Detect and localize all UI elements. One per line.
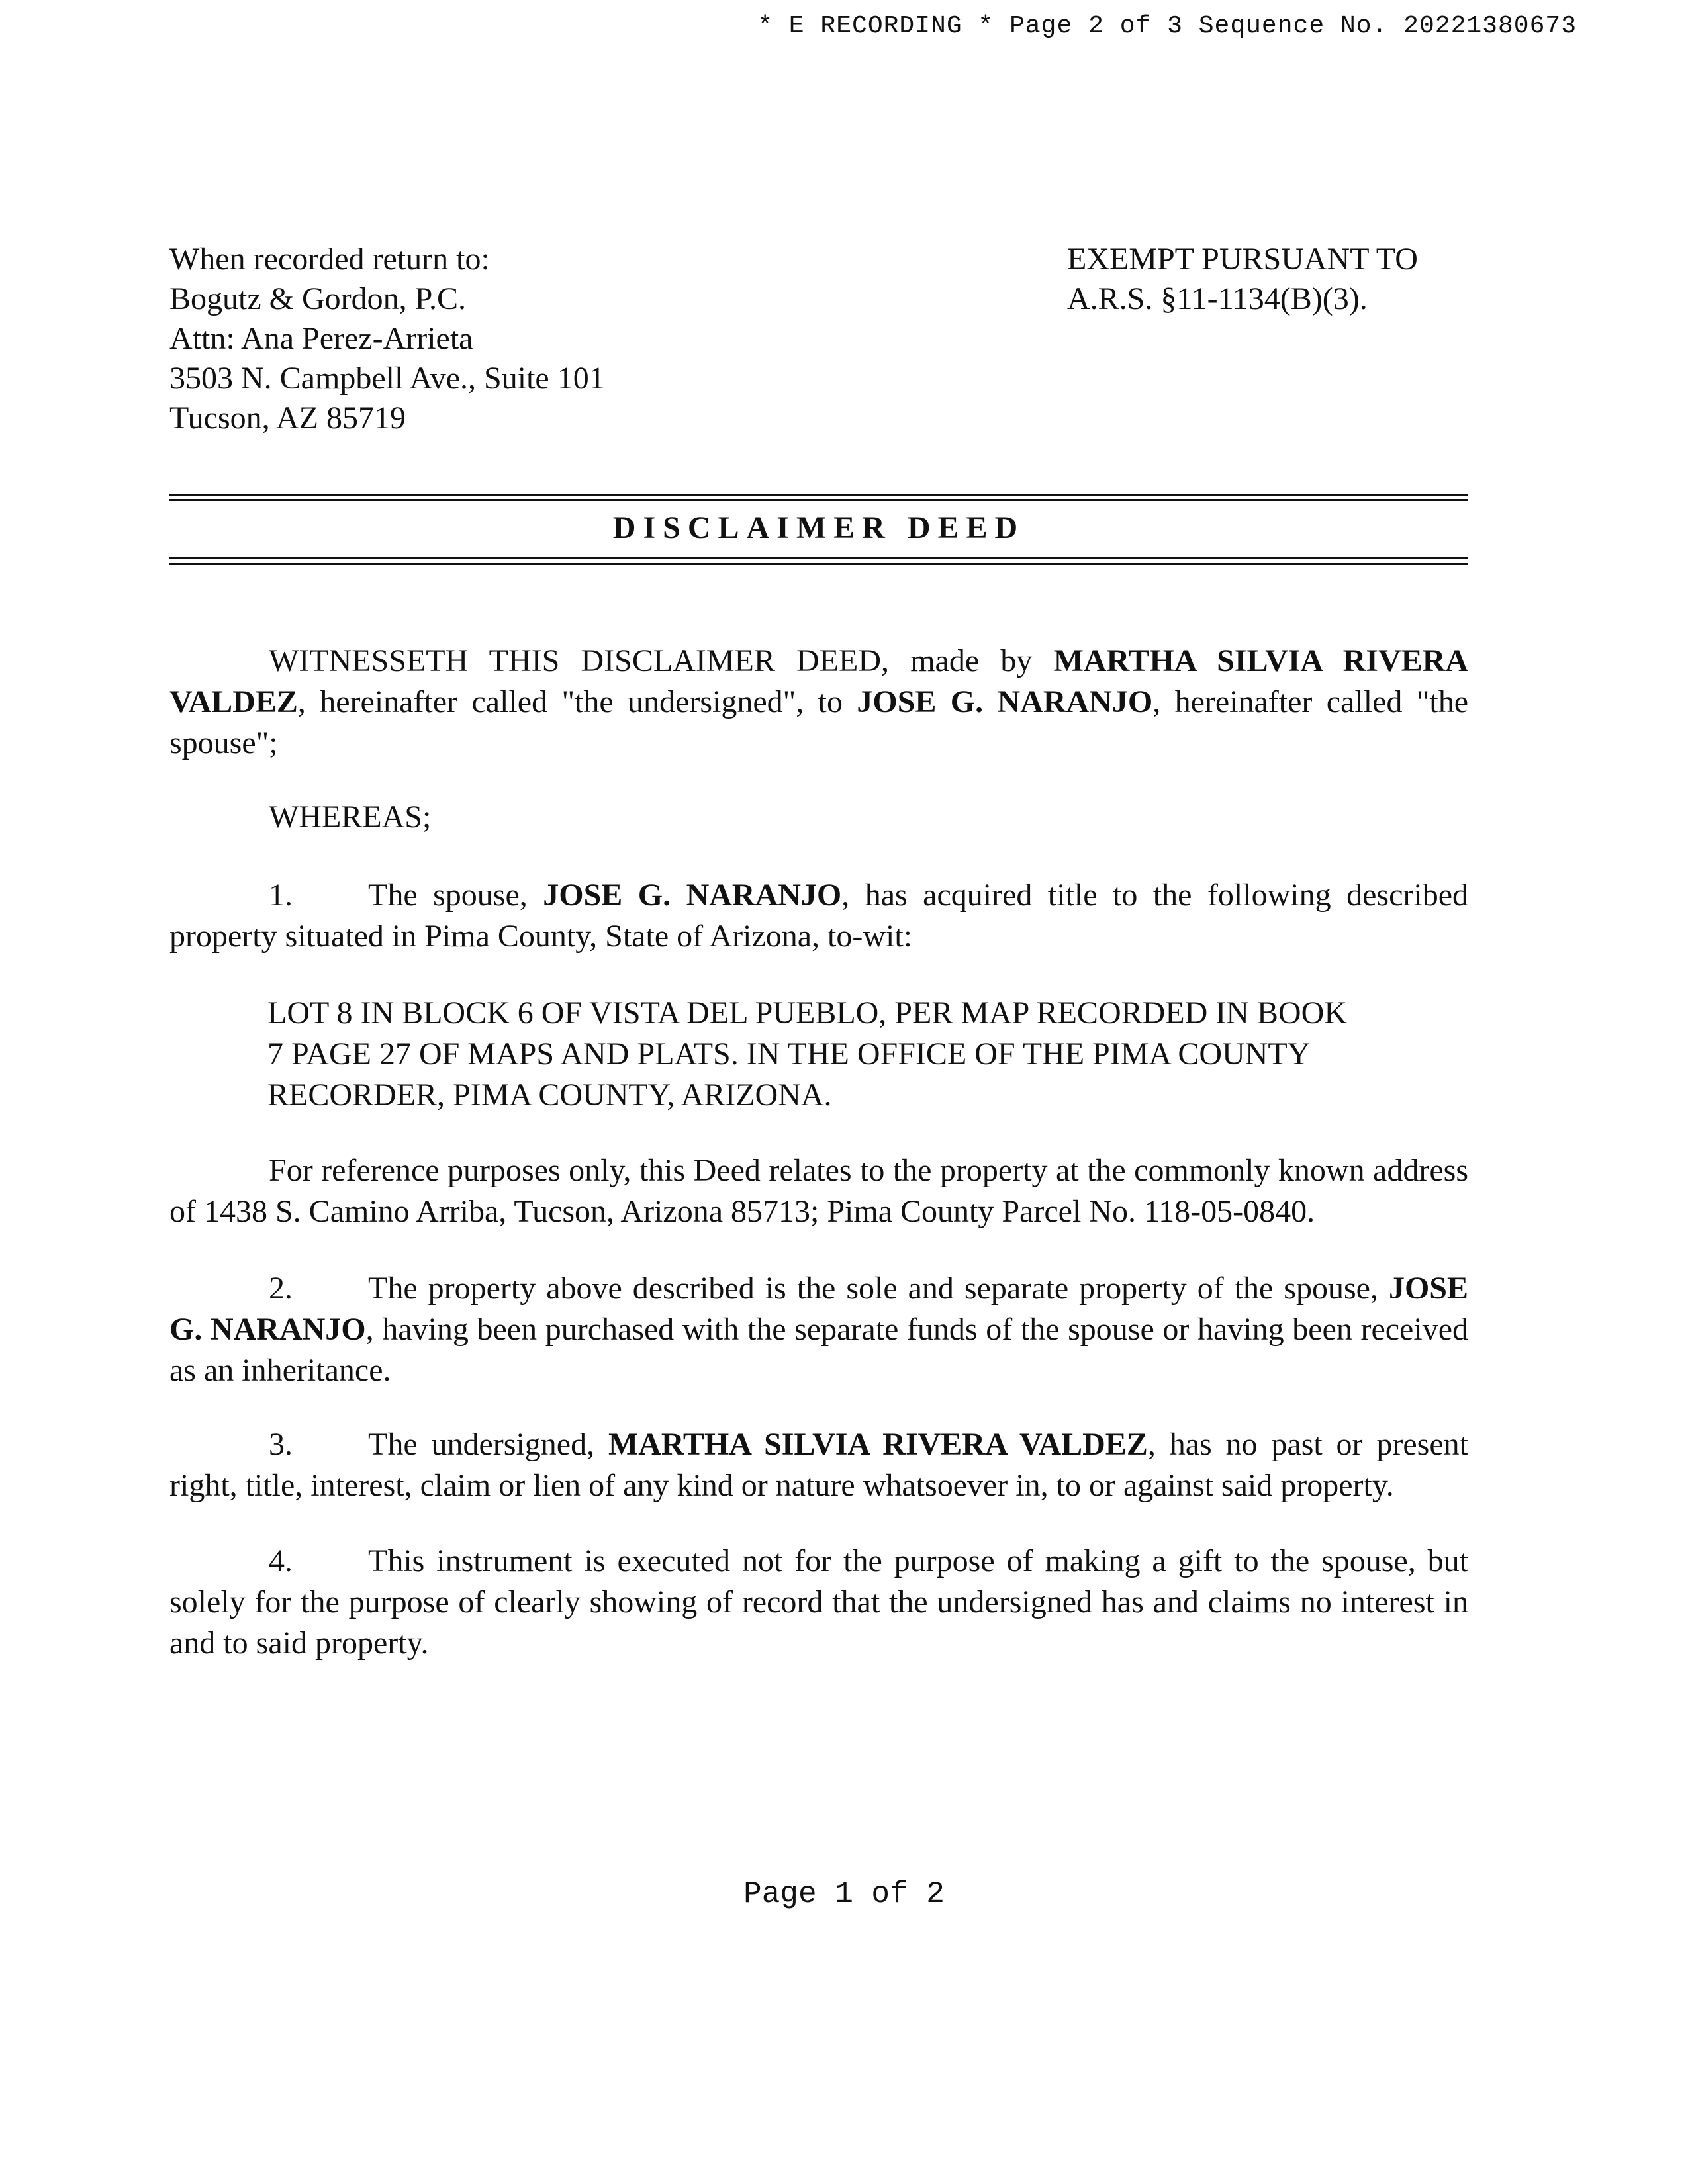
paragraph-3-name: MARTHA SILVIA RIVERA VALDEZ	[608, 1427, 1148, 1462]
witness-paragraph	[169, 641, 1468, 764]
exempt-line-1: EXEMPT PURSUANT TO	[1067, 242, 1418, 277]
paragraph-2-text-1: The property above described is the sole and separate property of the spouse,	[368, 1271, 1389, 1306]
whereas-heading: WHEREAS;	[269, 799, 432, 835]
reference-paragraph: For reference purposes only, this Deed relates to the property at the commonly known address of 1438 S. Camino Arriba, Tucson, Arizona 85713; Pima County Parcel No. 118-05-0840.	[169, 1153, 1468, 1229]
witness-text-2: , hereinafter called "the undersigned", to	[297, 684, 857, 719]
paragraph-3-text-2: , has no past or present right, title, interest, claim or lien of any kind or nature whatsoever in, to or against said property.	[169, 1427, 1468, 1503]
return-city: Tucson, AZ 85719	[169, 400, 406, 435]
page-number-footer: Page 1 of 2	[743, 1877, 945, 1911]
paragraph-1	[169, 875, 1468, 957]
witness-text-3: , hereinafter called "the spouse";	[169, 684, 1469, 760]
document-title: DISCLAIMER DEED	[612, 510, 1025, 545]
title-rule-top-2	[169, 499, 1468, 501]
paragraph-4-text-1: This instrument is executed not for the purpose of making a gift to the spouse, but solely for the purpose of clearly showing of record that the undersigned has and claims no interest in and to said property.	[169, 1543, 1468, 1661]
legal-line-3: RECORDER, PIMA COUNTY, ARIZONA.	[267, 1077, 832, 1113]
legal-line-2: 7 PAGE 27 OF MAPS AND PLATS. IN THE OFFICE OF THE PIMA COUNTY	[267, 1036, 1311, 1071]
paragraph-4-number: 4.	[269, 1543, 293, 1578]
paragraph-2-name: JOSE G. NARANJO	[169, 1271, 1468, 1347]
paragraph-2-text-2: , having been purchased with the separate funds of the spouse or having been received as an inheritance.	[169, 1312, 1468, 1388]
exempt-notice	[1067, 240, 1418, 319]
paragraph-3-text-1: The undersigned,	[368, 1427, 608, 1462]
return-label: When recorded return to:	[169, 242, 490, 277]
paragraph-1-name: JOSE G. NARANJO	[543, 878, 842, 913]
spouse-name: JOSE G. NARANJO	[857, 684, 1153, 719]
paragraph-4	[169, 1541, 1468, 1664]
exempt-line-2: A.R.S. §11-1134(B)(3).	[1067, 281, 1368, 316]
paragraph-3	[169, 1424, 1468, 1506]
paragraph-2-number: 2.	[269, 1271, 293, 1306]
legal-description	[267, 993, 1393, 1116]
paragraph-3-number: 3.	[269, 1427, 293, 1462]
witness-text-1: WITNESSETH THIS DISCLAIMER DEED, made by	[269, 643, 1054, 678]
title-rule-bottom-1	[169, 557, 1468, 559]
undersigned-name: MARTHA SILVIA RIVERA VALDEZ	[169, 643, 1468, 719]
paragraph-2	[169, 1268, 1468, 1391]
legal-line-1: LOT 8 IN BLOCK 6 OF VISTA DEL PUEBLO, PER MAP RECORDED IN BOOK	[267, 995, 1347, 1030]
paragraph-1-text-1: The spouse,	[368, 878, 543, 913]
return-attn: Attn: Ana Perez-Arrieta	[169, 321, 473, 356]
paragraph-1-text-2: , has acquired title to the following described property situated in Pima County, State of Arizona, to-wit:	[169, 878, 1468, 954]
return-street: 3503 N. Campbell Ave., Suite 101	[169, 361, 605, 396]
return-firm: Bogutz & Gordon, P.C.	[169, 281, 467, 316]
paragraph-1-number: 1.	[269, 878, 293, 913]
recording-stamp: * E RECORDING * Page 2 of 3 Sequence No. 20221380673	[757, 12, 1577, 40]
return-address-block	[169, 240, 605, 438]
title-rule-top-1	[169, 494, 1468, 496]
title-rule-bottom-2	[169, 563, 1468, 565]
